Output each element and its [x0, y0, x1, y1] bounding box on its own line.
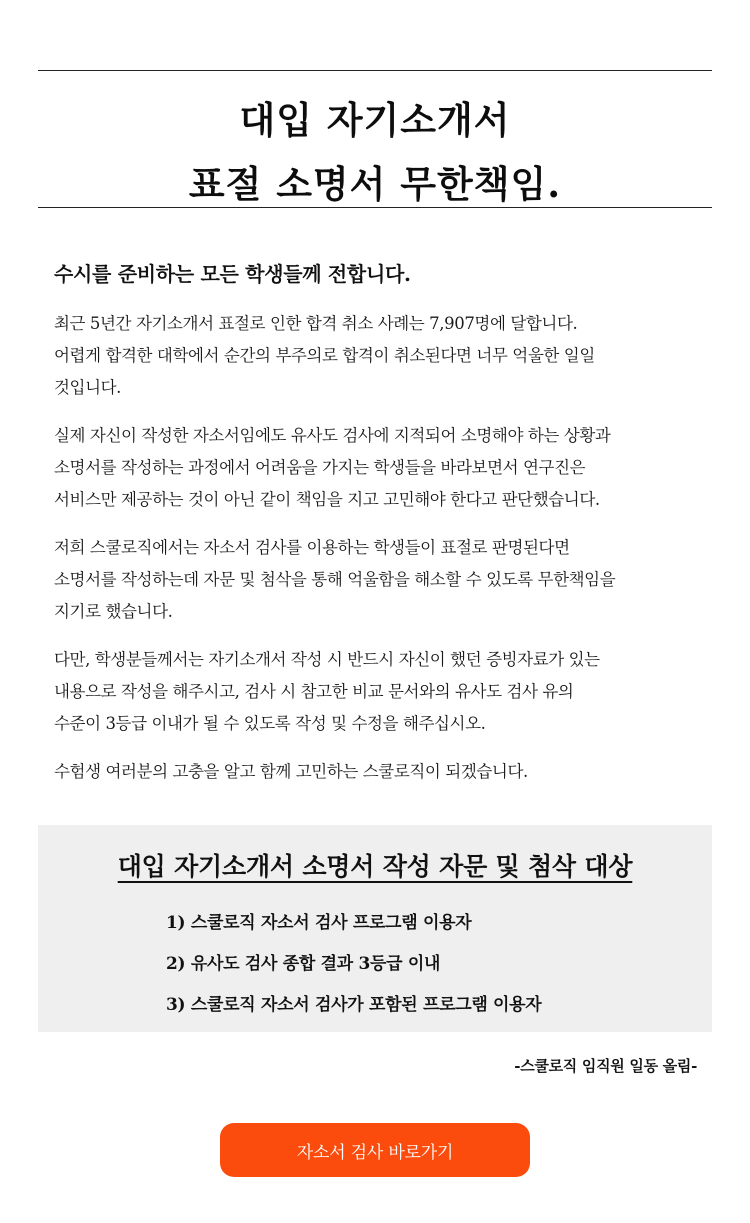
- paragraph-line: 수험생 여러분의 고충을 알고 함께 고민하는 스쿨로직이 되겠습니다.: [54, 762, 528, 781]
- paragraph-line: 것입니다.: [54, 378, 122, 397]
- paragraph: [54, 308, 704, 404]
- paragraph: [54, 532, 704, 628]
- paragraph-line: 다만, 학생분들께서는 자기소개서 작성 시 반드시 자신이 했던 증빙자료가 있는: [54, 650, 600, 669]
- target-panel: [38, 825, 712, 1032]
- paragraph-line: 실제 자신이 작성한 자소서임에도 유사도 검사에 지적되어 소명해야 하는 상황과: [54, 426, 611, 445]
- bottom-divider: [38, 207, 712, 208]
- intro-section: [54, 258, 704, 804]
- top-divider: [38, 70, 712, 71]
- paragraph-line: 최근 5년간 자기소개서 표절로 인한 합격 취소 사례는 7,907명에 달합니다.: [54, 314, 578, 333]
- title-line-1: 대입 자기소개서: [239, 98, 511, 142]
- list-item: 2) 유사도 검사 종합 결과 3등급 이내: [166, 954, 441, 974]
- paragraph-line: 지기로 했습니다.: [54, 602, 173, 621]
- paragraph: [54, 420, 704, 516]
- target-list: [166, 903, 541, 1026]
- essay-check-button[interactable]: 자소서 검사 바로가기: [220, 1123, 530, 1177]
- title-line-2: 표절 소명서 무한책임.: [188, 162, 562, 206]
- paragraph-line: 어렵게 합격한 대학에서 순간의 부주의로 합격이 취소된다면 너무 억울한 일일: [54, 346, 595, 365]
- paragraph-line: 소명서를 작성하는데 자문 및 첨삭을 통해 억울함을 해소할 수 있도록 무한책임을: [54, 570, 616, 589]
- signature: -스쿨로직 임직원 일동 올림-: [514, 1057, 697, 1075]
- list-item: 1) 스쿨로직 자소서 검사 프로그램 이용자: [166, 913, 472, 933]
- paragraph-line: 수준이 3등급 이내가 될 수 있도록 작성 및 수정을 해주십시오.: [54, 714, 486, 733]
- paragraph-line: 서비스만 제공하는 것이 아닌 같이 책임을 지고 고민해야 한다고 판단했습니다.: [54, 490, 600, 509]
- greeting-heading: 수시를 준비하는 모든 학생들께 전합니다.: [54, 262, 411, 286]
- paragraph-line: 저희 스쿨로직에서는 자소서 검사를 이용하는 학생들이 표절로 판명된다면: [54, 538, 570, 557]
- page-title: [38, 88, 712, 216]
- paragraph-line: 내용으로 작성을 해주시고, 검사 시 참고한 비교 문서와의 유사도 검사 유의: [54, 682, 574, 701]
- target-title: 대입 자기소개서 소명서 작성 자문 및 첨삭 대상: [117, 852, 633, 881]
- list-item: 3) 스쿨로직 자소서 검사가 포함된 프로그램 이용자: [166, 995, 542, 1015]
- paragraph-line: 소명서를 작성하는 과정에서 어려움을 가지는 학생들을 바라보면서 연구진은: [54, 458, 586, 477]
- paragraph: [54, 756, 704, 788]
- paragraph: [54, 644, 704, 740]
